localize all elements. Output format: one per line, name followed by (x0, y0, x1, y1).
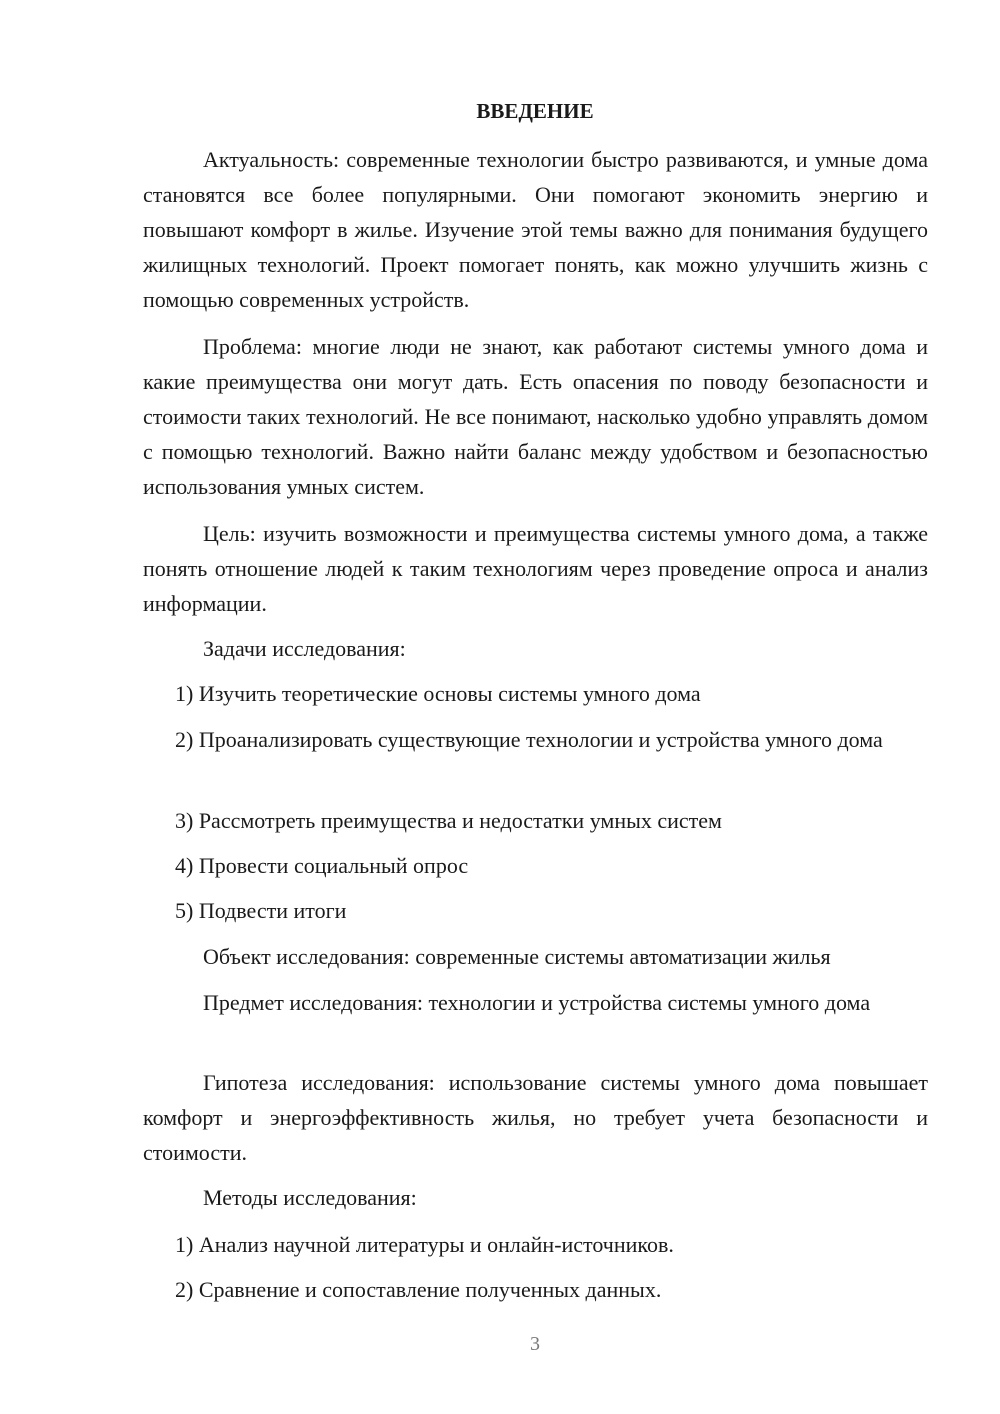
method-item: 1) Анализ научной литературы и онлайн-источников. (175, 1232, 674, 1257)
task-item: 1) Изучить теоретические основы системы умного дома (175, 681, 701, 706)
task-item: 4) Провести социальный опрос (175, 853, 469, 878)
paragraph-relevance: Актуальность: современные технологии быстро развиваются, и умные дома становятся все более популярными. Они помогают экономить энергию и повышают комфорт в жилье. Изучение этой темы важно для понимания будущего жилищных технологий. Проект помогает понять, как можно улучшить жизнь с помощью современных устройств. (143, 147, 928, 312)
task-item: 3) Рассмотреть преимущества и недостатки умных систем (175, 808, 722, 833)
methods-heading: Методы исследования: (203, 1185, 417, 1210)
task-item: 2) Проанализировать существующие технологии и устройства умного дома (175, 727, 883, 752)
paragraph-object: Объект исследования: современные системы автоматизации жилья (203, 944, 831, 969)
paragraph-goal: Цель: изучить возможности и преимущества системы умного дома, а также понять отношение людей к таким технологиям через проведение опроса и анализ информации. (143, 521, 928, 616)
paragraph-subject: Предмет исследования: технологии и устройства системы умного дома (203, 990, 871, 1015)
task-item: 5) Подвести итоги (175, 898, 347, 923)
method-item: 2) Сравнение и сопоставление полученных данных. (175, 1277, 662, 1302)
paragraph-problem: Проблема: многие люди не знают, как работают системы умного дома и какие преимущества они могут дать. Есть опасения по поводу безопасности и стоимости таких технологий. Не все понимают, насколько удобно управлять домом с помощью технологий. Важно найти баланс между удобством и безопасностью использования умных систем. (143, 334, 928, 499)
page-title: ВВЕДЕНИЕ (476, 99, 594, 123)
page-number: 3 (530, 1333, 540, 1355)
paragraph-hypothesis: Гипотеза исследования: использование системы умного дома повышает комфорт и энергоэффективность жилья, но требует учета безопасности и стоимости. (143, 1070, 928, 1165)
tasks-heading: Задачи исследования: (203, 636, 406, 661)
